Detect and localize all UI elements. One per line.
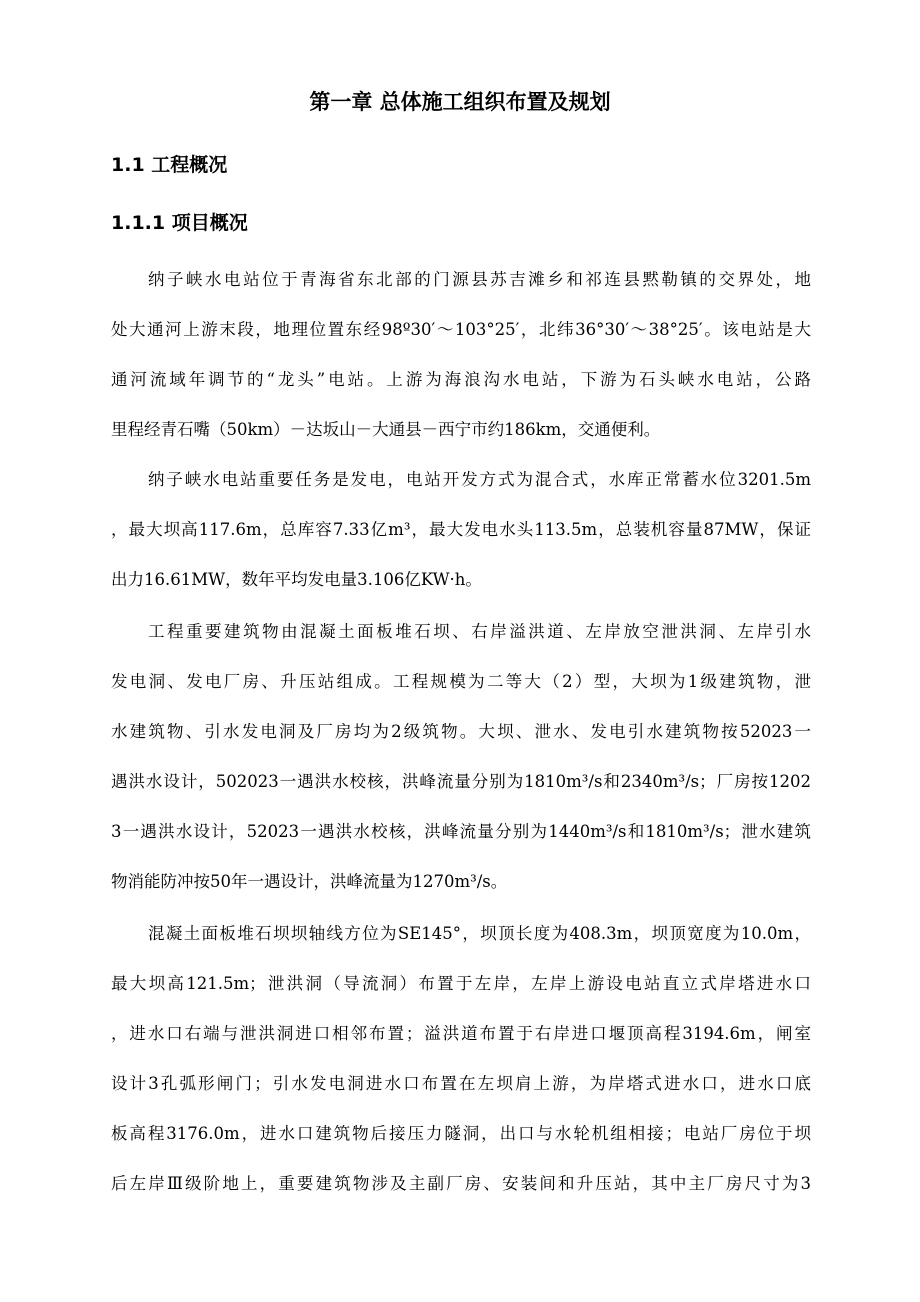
paragraph-line: ，进水口右端与泄洪洞进口相邻布置；溢洪道布置于右岸进口堰顶高程3194.6m，闸室 <box>111 1024 811 1043</box>
paragraph-line: 后左岸Ⅲ级阶地上，重要建筑物涉及主副厂房、安装间和升压站，其中主厂房尺寸为3 <box>111 1174 811 1193</box>
section-heading: 1.1 工程概况 <box>111 154 228 176</box>
subsection-heading: 1.1.1 项目概况 <box>111 212 248 234</box>
paragraph-line: 纳子峡水电站位于青海省东北部的门源县苏吉滩乡和祁连县黙勒镇的交界处，地 <box>148 270 811 289</box>
paragraph-line: 设计3孔弧形闸门；引水发电洞进水口布置在左坝肩上游，为岸塔式进水口，进水口底 <box>111 1074 811 1093</box>
paragraph-line: 3一遇洪水设计，52023一遇洪水校核，洪峰流量分别为1440m³/s和1810m³/s；泄水建筑 <box>111 822 811 841</box>
paragraph-line: 工程重要建筑物由混凝土面板堆石坝、右岸溢洪道、左岸放空泄洪洞、左岸引水 <box>148 622 811 641</box>
paragraph-line: 混凝土面板堆石坝坝轴线方位为SE145°，坝顶长度为408.3m，坝顶宽度为10.0m， <box>148 924 811 943</box>
paragraph-line: 出力16.61MW，数年平均发电量3.106亿KW·h。 <box>111 570 482 589</box>
chapter-title: 第一章 总体施工组织布置及规划 <box>309 90 611 114</box>
paragraph-line: 最大坝高121.5m；泄洪洞（导流洞）布置于左岸，左岸上游设电站直立式岸塔进水口 <box>111 974 811 993</box>
paragraph-line: 遇洪水设计，502023一遇洪水校核，洪峰流量分别为1810m³/s和2340m³/s；厂房按1202 <box>111 772 811 791</box>
paragraph-line: 处大通河上游末段，地理位置东经98º30′～103°25′，北纬36°30′～38°25′。该电站是大 <box>111 320 811 339</box>
paragraph-line: 板高程3176.0m，进水口建筑物后接压力隧洞，出口与水轮机组相接；电站厂房位于坝 <box>111 1124 811 1143</box>
paragraph-line: 里程经青石嘴（50km）－达坂山－大通县－西宁市约186km，交通便利。 <box>111 420 661 439</box>
paragraph-line: ，最大坝高117.6m，总库容7.33亿m³，最大发电水头113.5m，总装机容量87MW，保证 <box>111 520 811 539</box>
paragraph-line: 物消能防冲按50年一遇设计，洪峰流量为1270m³/s。 <box>111 872 508 891</box>
paragraph-line: 水建筑物、引水发电洞及厂房均为2级筑物。大坝、泄水、发电引水建筑物按52023一 <box>111 722 811 741</box>
paragraph-line: 发电洞、发电厂房、升压站组成。工程规模为二等大（2）型，大坝为1级建筑物，泄 <box>111 672 811 691</box>
paragraph-line: 通河流域年调节的“龙头”电站。上游为海浪沟水电站，下游为石头峡水电站，公路 <box>111 370 811 389</box>
paragraph-line: 纳子峡水电站重要任务是发电，电站开发方式为混合式，水库正常蓄水位3201.5m <box>148 470 811 489</box>
